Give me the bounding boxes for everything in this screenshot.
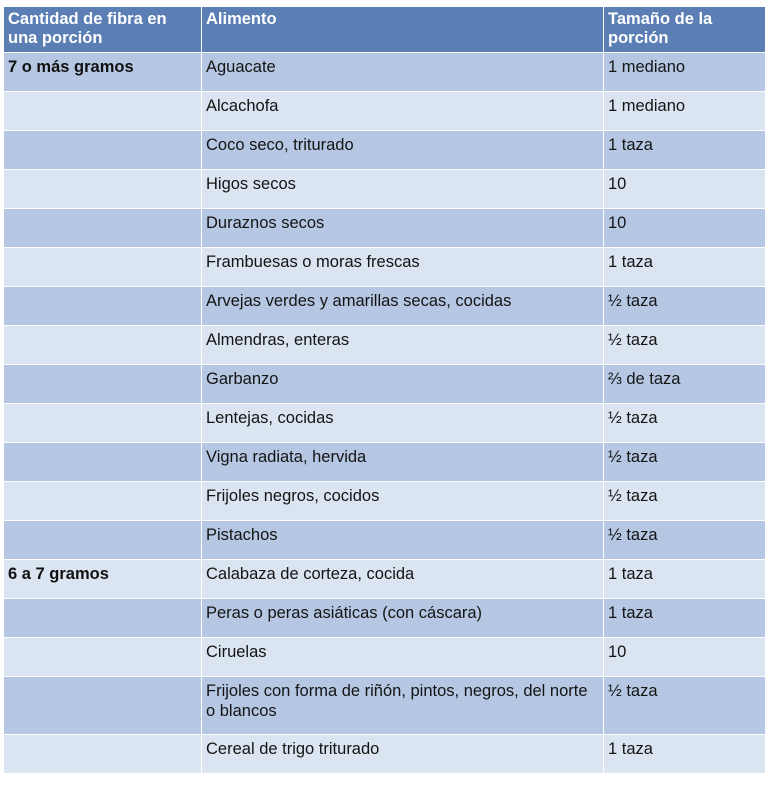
fiber-category-cell [4,287,202,326]
fiber-category-cell [4,209,202,248]
table-row [4,677,766,735]
table-row [4,735,766,774]
fiber-category-cell [4,521,202,560]
table-row [4,248,766,287]
portion-cell: 1 mediano [604,53,766,92]
portion-cell: 1 taza [604,248,766,287]
table-body [4,53,766,774]
header-fiber-amount: Cantidad de fibra en una porción [4,7,202,53]
fiber-category-cell [4,443,202,482]
fiber-category-cell [4,248,202,287]
food-cell: Frambuesas o moras frescas [202,248,604,287]
table-row [4,326,766,365]
food-cell: Frijoles negros, cocidos [202,482,604,521]
portion-cell: 10 [604,209,766,248]
food-cell: Arvejas verdes y amarillas secas, cocidas [202,287,604,326]
fiber-category-cell: 7 o más gramos [4,53,202,92]
fiber-category-cell [4,404,202,443]
fiber-category-cell [4,677,202,735]
food-cell: Garbanzo [202,365,604,404]
header-row [4,7,766,53]
portion-cell: 1 taza [604,599,766,638]
table-row [4,365,766,404]
food-cell: Duraznos secos [202,209,604,248]
food-cell: Peras o peras asiáticas (con cáscara) [202,599,604,638]
fiber-category-cell [4,92,202,131]
table-row [4,53,766,92]
portion-cell: ½ taza [604,326,766,365]
table-row [4,131,766,170]
fiber-table [3,6,766,774]
food-cell: Aguacate [202,53,604,92]
header-food: Alimento [202,7,604,53]
header-portion-size: Tamaño de la porción [604,7,766,53]
table-row [4,599,766,638]
table-container [3,6,766,774]
food-cell: Coco seco, triturado [202,131,604,170]
food-cell: Cereal de trigo triturado [202,735,604,774]
portion-cell: 1 taza [604,560,766,599]
portion-cell: ½ taza [604,482,766,521]
portion-cell: 1 taza [604,131,766,170]
table-row [4,638,766,677]
food-cell: Higos secos [202,170,604,209]
food-cell: Pistachos [202,521,604,560]
table-row [4,482,766,521]
table-row [4,521,766,560]
portion-cell: ½ taza [604,404,766,443]
portion-cell: ½ taza [604,287,766,326]
portion-cell: 1 taza [604,735,766,774]
fiber-category-cell [4,170,202,209]
portion-cell: ½ taza [604,677,766,735]
food-cell: Almendras, enteras [202,326,604,365]
food-cell: Lentejas, cocidas [202,404,604,443]
table-row [4,170,766,209]
table-row [4,287,766,326]
food-cell: Vigna radiata, hervida [202,443,604,482]
fiber-category-cell [4,482,202,521]
food-cell: Calabaza de corteza, cocida [202,560,604,599]
portion-cell: 1 mediano [604,92,766,131]
table-row [4,443,766,482]
food-cell: Ciruelas [202,638,604,677]
table-row [4,92,766,131]
fiber-category-cell [4,638,202,677]
table-header [4,7,766,53]
fiber-category-cell [4,735,202,774]
table-row [4,404,766,443]
table-row [4,560,766,599]
fiber-category-cell [4,326,202,365]
table-row [4,209,766,248]
portion-cell: ½ taza [604,521,766,560]
food-cell: Alcachofa [202,92,604,131]
portion-cell: 10 [604,638,766,677]
fiber-category-cell: 6 a 7 gramos [4,560,202,599]
fiber-category-cell [4,365,202,404]
portion-cell: ½ taza [604,443,766,482]
portion-cell: 10 [604,170,766,209]
food-cell: Frijoles con forma de riñón, pintos, negros, del norte o blancos [202,677,604,735]
fiber-category-cell [4,131,202,170]
portion-cell: ⅔ de taza [604,365,766,404]
fiber-category-cell [4,599,202,638]
